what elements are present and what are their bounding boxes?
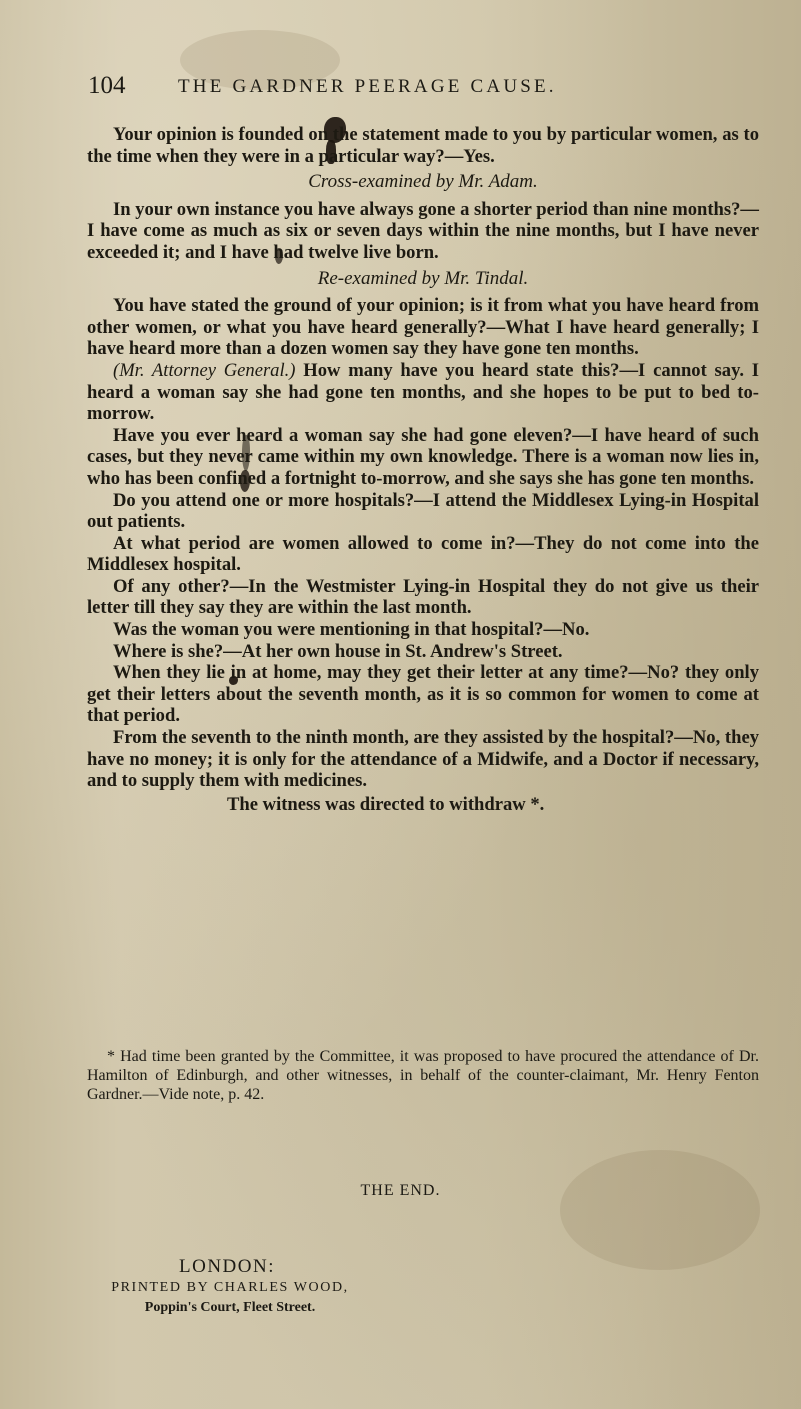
paragraph-other-hospital: Of any other?—In the Westmister Lying-in Hospital they do not give us their letter till they say they are within the last month. xyxy=(87,575,759,619)
paragraph-woman-in-hospital: Was the woman you were mentioning in that hospital?—No. xyxy=(113,619,590,641)
paper-stain xyxy=(560,1150,760,1270)
imprint-printer: PRINTED BY CHARLES WOOD, xyxy=(111,1280,349,1295)
witness-withdraw-note: The witness was directed to withdraw *. xyxy=(227,793,545,815)
paragraph-seventh-to-ninth: From the seventh to the ninth month, are they assisted by the hospital?—No, they have no money; it is only for the attendance of a Midwife, and a Doctor if necessary, and to supply them with medicines. xyxy=(87,727,759,792)
imprint-city: LONDON: xyxy=(179,1256,275,1277)
printer-imprint xyxy=(80,1256,380,1316)
paragraph-period-allowed: At what period are women allowed to come in?—They do not come into the Middlesex hospital. xyxy=(87,532,759,576)
re-examination-heading: Re-examined by Mr. Tindal. xyxy=(317,267,529,289)
paragraph-attorney-general xyxy=(87,360,759,425)
speaker-label: (Mr. Attorney General.) xyxy=(113,359,296,381)
paragraph-lie-in-at-home: When they lie in at home, may they get their letter at any time?—No? they only get their letters about the seventh month, as it is so common for women to come at that period. xyxy=(87,662,759,727)
page-number: 104 xyxy=(88,72,126,99)
imprint-address: Poppin's Court, Fleet Street. xyxy=(144,1300,316,1315)
the-end-label: THE END. xyxy=(360,1182,441,1199)
paragraph-ground-of-opinion: You have stated the ground of your opinion; is it from what you have heard from other women, or what you have heard generally?—What I have heard generally; I have heard more than a dozen women say they have gone ten months. xyxy=(87,295,759,360)
paragraph-opinion: Your opinion is founded on the statement made to you by particular women, as to the time when they were in a particular way?—Yes. xyxy=(87,124,759,167)
footnote-text: * Had time been granted by the Committee, it was proposed to have procured the attendance of Dr. Hamilton of Edinburgh, and other witnesses, in behalf of the counter-claimant, Mr. Henry Fenton Gardner.—Vide note, p. 42. xyxy=(87,1048,759,1103)
paragraph-where-is-she: Where is she?—At her own house in St. Andrew's Street. xyxy=(113,640,563,662)
footnote xyxy=(87,1047,759,1104)
running-title: THE GARDNER PEERAGE CAUSE. xyxy=(178,76,557,97)
paragraph-eleven-months: Have you ever heard a woman say she had gone eleven?—I have heard of such cases, but they never came within my own knowledge. There is a woman now lies in, who has been confined a fortnight to-morrow, and she says she has gone ten months. xyxy=(87,424,759,489)
body-text xyxy=(87,124,759,815)
paragraph-own-instance: In your own instance you have always gone a shorter period than nine months?—I have come as much as six or seven days within the nine months, but I have never exceeded it; and I have had twelve live born. xyxy=(87,198,759,263)
running-head xyxy=(88,72,768,112)
paragraph-text: How many have you heard state this?—I cannot say. I heard a woman say she had gone ten months, and she hopes to be put to bed to-morrow. xyxy=(87,359,759,425)
cross-examination-heading: Cross-examined by Mr. Adam. xyxy=(308,171,538,193)
paragraph-hospitals: Do you attend one or more hospitals?—I attend the Middlesex Lying-in Hospital out patients. xyxy=(87,489,759,533)
